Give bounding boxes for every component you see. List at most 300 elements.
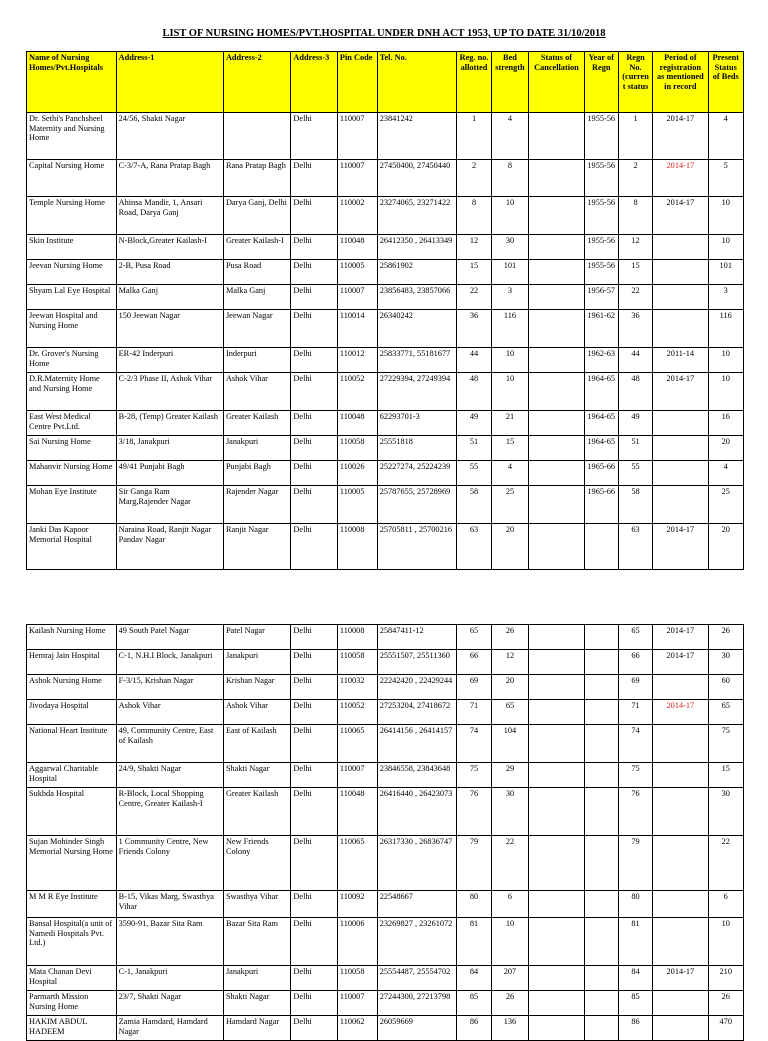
- cell-pin: 110048: [337, 411, 377, 436]
- cell-a3: Delhi: [291, 725, 337, 763]
- cell-a2: [223, 113, 290, 160]
- cell-tel: 22548667: [377, 891, 457, 918]
- cell-status: [529, 675, 584, 700]
- cell-present: 101: [708, 260, 744, 285]
- cell-a1: F-3/15, Krishan Nagar: [116, 675, 223, 700]
- cell-beds: 4: [491, 461, 529, 486]
- cell-beds: 21: [491, 411, 529, 436]
- cell-present: 3: [708, 285, 744, 310]
- cell-a2: Janakpuri: [223, 650, 290, 675]
- table-header-row: [27, 52, 744, 113]
- cell-period: [653, 285, 708, 310]
- cell-present: 6: [708, 891, 744, 918]
- table-row: [27, 725, 744, 763]
- cell-pin: 110058: [337, 436, 377, 461]
- cell-beds: 65: [491, 700, 529, 725]
- cell-a2: Darya Ganj, Delhi: [223, 197, 290, 235]
- table-row: [27, 486, 744, 524]
- cell-a2: Janakpuri: [223, 436, 290, 461]
- cell-reg: 22: [457, 285, 491, 310]
- cell-beds: 30: [491, 235, 529, 260]
- cell-present: 26: [708, 625, 744, 650]
- cell-period: 2014-17: [653, 625, 708, 650]
- cell-regn: 48: [618, 373, 652, 411]
- cell-a1: Zamia Hamdard, Hamdard Nagar: [116, 1016, 223, 1041]
- cell-pin: 110052: [337, 700, 377, 725]
- cell-name: Janki Das Kapoor Memorial Hospital: [27, 524, 117, 570]
- cell-status: [529, 836, 584, 891]
- header-reg-no: Reg. no. allotted: [457, 52, 491, 113]
- header-present-beds: Present Status of Beds: [708, 52, 744, 113]
- cell-a1: B-28, (Temp) Greater Kailash: [116, 411, 223, 436]
- cell-tel: 23841242: [377, 113, 457, 160]
- cell-beds: 10: [491, 918, 529, 966]
- cell-period: 2014-17: [653, 373, 708, 411]
- cell-reg: 79: [457, 836, 491, 891]
- cell-period: [653, 918, 708, 966]
- cell-reg: 65: [457, 625, 491, 650]
- cell-a2: Ashok Vihar: [223, 373, 290, 411]
- cell-period: 2011-14: [653, 348, 708, 373]
- cell-pin: 110026: [337, 461, 377, 486]
- table-row: [27, 625, 744, 650]
- cell-reg: 51: [457, 436, 491, 461]
- cell-a2: Shakti Nagar: [223, 991, 290, 1016]
- cell-present: 75: [708, 725, 744, 763]
- cell-period: [653, 235, 708, 260]
- cell-a2: Greater Kailash: [223, 411, 290, 436]
- table-row: [27, 436, 744, 461]
- table-row: [27, 373, 744, 411]
- cell-pin: 110007: [337, 763, 377, 788]
- cell-name: Skin Institute: [27, 235, 117, 260]
- cell-a2: New Friends Colony: [223, 836, 290, 891]
- table-row: [27, 1016, 744, 1041]
- cell-name: Jeevan Nursing Home: [27, 260, 117, 285]
- cell-a1: 49, Community Centre, East of Kailash: [116, 725, 223, 763]
- header-name: Name of Nursing Homes/Pvt.Hospitals: [27, 52, 117, 113]
- cell-present: 10: [708, 235, 744, 260]
- cell-reg: 71: [457, 700, 491, 725]
- nursing-homes-table-page-1: [26, 51, 744, 570]
- cell-a2: Ranjit Nagar: [223, 524, 290, 570]
- cell-regn: 84: [618, 966, 652, 991]
- cell-name: Bansal Hospital(a unit of Namedi Hospitals Pvt. Ltd.): [27, 918, 117, 966]
- cell-status: [529, 700, 584, 725]
- cell-status: [529, 763, 584, 788]
- cell-a3: Delhi: [291, 411, 337, 436]
- cell-period: [653, 436, 708, 461]
- table-row: [27, 197, 744, 235]
- cell-status: [529, 918, 584, 966]
- cell-regn: 76: [618, 788, 652, 836]
- cell-tel: 27253204, 27418672: [377, 700, 457, 725]
- cell-a2: Malka Ganj: [223, 285, 290, 310]
- cell-beds: 136: [491, 1016, 529, 1041]
- cell-tel: 25787655, 25728969: [377, 486, 457, 524]
- cell-a2: Janakpuri: [223, 966, 290, 991]
- cell-beds: 26: [491, 625, 529, 650]
- table-row: [27, 650, 744, 675]
- cell-beds: 25: [491, 486, 529, 524]
- cell-reg: 49: [457, 411, 491, 436]
- cell-regn: 22: [618, 285, 652, 310]
- cell-regn: 80: [618, 891, 652, 918]
- cell-beds: 26: [491, 991, 529, 1016]
- cell-pin: 110007: [337, 285, 377, 310]
- header-address-3: Address-3: [291, 52, 337, 113]
- cell-period: [653, 461, 708, 486]
- cell-tel: 25847411-12: [377, 625, 457, 650]
- cell-name: Dr. Sethi's Panchsheel Maternity and Nursing Home: [27, 113, 117, 160]
- cell-beds: 116: [491, 310, 529, 348]
- table-row: [27, 991, 744, 1016]
- cell-pin: 110052: [337, 373, 377, 411]
- cell-status: [529, 160, 584, 197]
- cell-reg: 66: [457, 650, 491, 675]
- cell-a3: Delhi: [291, 486, 337, 524]
- page-title: LIST OF NURSING HOMES/PVT.HOSPITAL UNDER DNH ACT 1953, UP TO DATE 31/10/2018: [162, 28, 606, 39]
- cell-regn: 71: [618, 700, 652, 725]
- cell-a1: 3/18, Janakpuri: [116, 436, 223, 461]
- cell-a3: Delhi: [291, 260, 337, 285]
- cell-reg: 80: [457, 891, 491, 918]
- cell-beds: 6: [491, 891, 529, 918]
- cell-regn: 66: [618, 650, 652, 675]
- cell-period: 2014-17: [653, 650, 708, 675]
- cell-a1: C-1, N.H.I Block, Janakpuri: [116, 650, 223, 675]
- cell-present: 22: [708, 836, 744, 891]
- cell-a1: N-Block,Greater Kailash-I: [116, 235, 223, 260]
- cell-status: [529, 285, 584, 310]
- cell-tel: 22242420 , 22429244: [377, 675, 457, 700]
- cell-year: [584, 966, 618, 991]
- cell-beds: 20: [491, 524, 529, 570]
- cell-status: [529, 625, 584, 650]
- cell-present: 16: [708, 411, 744, 436]
- cell-a3: Delhi: [291, 310, 337, 348]
- cell-a3: Delhi: [291, 524, 337, 570]
- cell-a1: B-15, Vikas Marg, Swasthya Vihar: [116, 891, 223, 918]
- cell-regn: 51: [618, 436, 652, 461]
- cell-name: Mata Chanan Devi Hospital: [27, 966, 117, 991]
- cell-beds: 4: [491, 113, 529, 160]
- cell-beds: 101: [491, 260, 529, 285]
- cell-present: 30: [708, 788, 744, 836]
- cell-regn: 2: [618, 160, 652, 197]
- cell-period: [653, 411, 708, 436]
- cell-pin: 110007: [337, 113, 377, 160]
- cell-pin: 110065: [337, 836, 377, 891]
- table-row: [27, 461, 744, 486]
- cell-beds: 207: [491, 966, 529, 991]
- table-row: [27, 235, 744, 260]
- cell-tel: 23274065, 23271422: [377, 197, 457, 235]
- cell-a1: 24/9, Shakti Nagar: [116, 763, 223, 788]
- cell-reg: 63: [457, 524, 491, 570]
- cell-year: 1955-56: [584, 197, 618, 235]
- cell-reg: 55: [457, 461, 491, 486]
- cell-tel: 23269827 , 23261072: [377, 918, 457, 966]
- cell-a1: 49 South Patel Nagar: [116, 625, 223, 650]
- cell-period: 2014-17: [653, 160, 708, 197]
- cell-a1: R-Block, Local Shopping Centre, Greater Kailash-I: [116, 788, 223, 836]
- cell-a2: Rana Pratap Bagh: [223, 160, 290, 197]
- cell-tel: 27450400, 27450440: [377, 160, 457, 197]
- cell-reg: 8: [457, 197, 491, 235]
- cell-year: 1955-56: [584, 260, 618, 285]
- cell-reg: 2: [457, 160, 491, 197]
- cell-name: Ashok Nursing Home: [27, 675, 117, 700]
- cell-name: National Heart Institute: [27, 725, 117, 763]
- cell-tel: 62293701-3: [377, 411, 457, 436]
- cell-tel: 25551507, 25511360: [377, 650, 457, 675]
- cell-a3: Delhi: [291, 113, 337, 160]
- cell-present: 20: [708, 436, 744, 461]
- cell-pin: 110007: [337, 160, 377, 197]
- cell-status: [529, 436, 584, 461]
- cell-pin: 110002: [337, 197, 377, 235]
- cell-a1: 3590-91, Bazar Sita Ram: [116, 918, 223, 966]
- cell-period: [653, 991, 708, 1016]
- cell-reg: 86: [457, 1016, 491, 1041]
- cell-status: [529, 966, 584, 991]
- cell-period: 2014-17: [653, 197, 708, 235]
- cell-beds: 8: [491, 160, 529, 197]
- cell-period: [653, 891, 708, 918]
- cell-year: [584, 991, 618, 1016]
- cell-name: D.R.Maternity Home and Nursing Home: [27, 373, 117, 411]
- cell-beds: 30: [491, 788, 529, 836]
- cell-year: 1964-65: [584, 411, 618, 436]
- cell-a1: 1 Community Centre, New Friends Colony: [116, 836, 223, 891]
- cell-name: Aggarwal Charitable Hospital: [27, 763, 117, 788]
- cell-reg: 44: [457, 348, 491, 373]
- table-row: [27, 836, 744, 891]
- cell-pin: 110008: [337, 625, 377, 650]
- cell-period: [653, 836, 708, 891]
- cell-regn: 8: [618, 197, 652, 235]
- cell-status: [529, 310, 584, 348]
- cell-name: Kailash Nursing Home: [27, 625, 117, 650]
- cell-a3: Delhi: [291, 373, 337, 411]
- cell-reg: 12: [457, 235, 491, 260]
- cell-name: Temple Nursing Home: [27, 197, 117, 235]
- cell-name: Shyam Lal Eye Hospital: [27, 285, 117, 310]
- cell-reg: 85: [457, 991, 491, 1016]
- cell-present: 210: [708, 966, 744, 991]
- cell-a2: Krishan Nagar: [223, 675, 290, 700]
- cell-beds: 10: [491, 197, 529, 235]
- cell-reg: 81: [457, 918, 491, 966]
- cell-tel: 26414156 , 26414157: [377, 725, 457, 763]
- nursing-homes-table-page-2: [26, 624, 744, 1041]
- cell-a3: Delhi: [291, 160, 337, 197]
- cell-reg: 58: [457, 486, 491, 524]
- cell-a2: East of Kailash: [223, 725, 290, 763]
- cell-year: [584, 788, 618, 836]
- cell-year: [584, 763, 618, 788]
- cell-period: [653, 788, 708, 836]
- cell-regn: 12: [618, 235, 652, 260]
- cell-a1: 49/41 Punjabi Bagh: [116, 461, 223, 486]
- cell-status: [529, 235, 584, 260]
- cell-tel: 27244300, 27213798: [377, 991, 457, 1016]
- cell-pin: 110005: [337, 486, 377, 524]
- cell-beds: 20: [491, 675, 529, 700]
- cell-pin: 110006: [337, 918, 377, 966]
- cell-a2: Ashok Vihar: [223, 700, 290, 725]
- cell-period: [653, 763, 708, 788]
- cell-a3: Delhi: [291, 235, 337, 260]
- cell-year: [584, 700, 618, 725]
- cell-year: 1961-62: [584, 310, 618, 348]
- header-address-2: Address-2: [223, 52, 290, 113]
- cell-beds: 10: [491, 373, 529, 411]
- cell-period: 2014-17: [653, 966, 708, 991]
- cell-year: 1964-65: [584, 373, 618, 411]
- cell-status: [529, 788, 584, 836]
- cell-year: [584, 675, 618, 700]
- header-regn-no: Regn No. (current status: [618, 52, 652, 113]
- cell-name: Jeewan Hospital and Nursing Home: [27, 310, 117, 348]
- cell-regn: 74: [618, 725, 652, 763]
- cell-a2: Bazar Sita Ram: [223, 918, 290, 966]
- cell-a3: Delhi: [291, 436, 337, 461]
- cell-a2: Punjabi Bagh: [223, 461, 290, 486]
- cell-a3: Delhi: [291, 650, 337, 675]
- cell-regn: 55: [618, 461, 652, 486]
- cell-year: 1962-63: [584, 348, 618, 373]
- table-row: [27, 348, 744, 373]
- cell-regn: 1: [618, 113, 652, 160]
- cell-tel: 26416440 , 26423073: [377, 788, 457, 836]
- cell-a3: Delhi: [291, 700, 337, 725]
- cell-a1: C-2/3 Phase II, Ashok Vihar: [116, 373, 223, 411]
- cell-a3: Delhi: [291, 763, 337, 788]
- cell-period: [653, 260, 708, 285]
- header-tel-no: Tel. No.: [377, 52, 457, 113]
- cell-present: 26: [708, 991, 744, 1016]
- cell-regn: 36: [618, 310, 652, 348]
- cell-pin: 110092: [337, 891, 377, 918]
- cell-regn: 58: [618, 486, 652, 524]
- cell-present: 470: [708, 1016, 744, 1041]
- cell-tel: 25551818: [377, 436, 457, 461]
- cell-a3: Delhi: [291, 285, 337, 310]
- cell-beds: 29: [491, 763, 529, 788]
- cell-present: 15: [708, 763, 744, 788]
- table-row: [27, 411, 744, 436]
- cell-a2: Rajender Nagar: [223, 486, 290, 524]
- cell-year: [584, 725, 618, 763]
- cell-tel: 23856483, 23857066: [377, 285, 457, 310]
- cell-a3: Delhi: [291, 991, 337, 1016]
- cell-present: 25: [708, 486, 744, 524]
- cell-year: 1965-66: [584, 461, 618, 486]
- cell-regn: 69: [618, 675, 652, 700]
- cell-a2: Hamdard Nagar: [223, 1016, 290, 1041]
- cell-period: [653, 1016, 708, 1041]
- cell-present: 10: [708, 918, 744, 966]
- cell-status: [529, 461, 584, 486]
- cell-a1: Malka Ganj: [116, 285, 223, 310]
- cell-tel: 26340242: [377, 310, 457, 348]
- cell-reg: 84: [457, 966, 491, 991]
- cell-present: 4: [708, 461, 744, 486]
- cell-year: 1956-57: [584, 285, 618, 310]
- cell-status: [529, 260, 584, 285]
- header-pin-code: Pin Code: [337, 52, 377, 113]
- cell-year: 1965-66: [584, 486, 618, 524]
- cell-status: [529, 1016, 584, 1041]
- cell-a1: Sir Ganga Ram Marg,Rajender Nagar: [116, 486, 223, 524]
- cell-a1: 24/56, Shakti Nagar: [116, 113, 223, 160]
- cell-pin: 110062: [337, 1016, 377, 1041]
- cell-status: [529, 725, 584, 763]
- table-row: [27, 310, 744, 348]
- cell-year: [584, 836, 618, 891]
- cell-beds: 104: [491, 725, 529, 763]
- cell-regn: 79: [618, 836, 652, 891]
- cell-tel: 23846558, 23843648: [377, 763, 457, 788]
- cell-present: 4: [708, 113, 744, 160]
- cell-a3: Delhi: [291, 836, 337, 891]
- cell-name: M M R Eye Institute: [27, 891, 117, 918]
- cell-period: [653, 310, 708, 348]
- cell-tel: 27229394, 27249394: [377, 373, 457, 411]
- cell-regn: 75: [618, 763, 652, 788]
- header-year-regn: Year of Regn: [584, 52, 618, 113]
- cell-a1: C-1, Janakpuri: [116, 966, 223, 991]
- cell-pin: 110032: [337, 675, 377, 700]
- cell-reg: 74: [457, 725, 491, 763]
- cell-a1: 150 Jeewan Nagar: [116, 310, 223, 348]
- cell-a2: Shakti Nagar: [223, 763, 290, 788]
- cell-regn: 81: [618, 918, 652, 966]
- cell-name: Parmarth Mission Nursing Home: [27, 991, 117, 1016]
- cell-present: 116: [708, 310, 744, 348]
- cell-a3: Delhi: [291, 966, 337, 991]
- cell-period: [653, 675, 708, 700]
- cell-year: [584, 650, 618, 675]
- cell-year: [584, 918, 618, 966]
- cell-tel: 25705811 , 25700216: [377, 524, 457, 570]
- cell-year: 1964-65: [584, 436, 618, 461]
- cell-a2: Jeewan Nagar: [223, 310, 290, 348]
- cell-a2: Greater Kailash-I: [223, 235, 290, 260]
- cell-present: 65: [708, 700, 744, 725]
- cell-name: Mahanvir Nursing Home: [27, 461, 117, 486]
- table-row: [27, 160, 744, 197]
- cell-a3: Delhi: [291, 1016, 337, 1041]
- cell-year: 1955-56: [584, 113, 618, 160]
- cell-a1: C-3/7-A, Rana Pratap Bagh: [116, 160, 223, 197]
- cell-a3: Delhi: [291, 788, 337, 836]
- cell-beds: 15: [491, 436, 529, 461]
- cell-reg: 15: [457, 260, 491, 285]
- cell-name: Jivodaya Hospital: [27, 700, 117, 725]
- cell-regn: 86: [618, 1016, 652, 1041]
- cell-name: Dr. Grover's Nursing Home: [27, 348, 117, 373]
- cell-pin: 110007: [337, 991, 377, 1016]
- cell-a3: Delhi: [291, 348, 337, 373]
- cell-beds: 3: [491, 285, 529, 310]
- cell-year: [584, 524, 618, 570]
- table-row: [27, 285, 744, 310]
- table-row: [27, 763, 744, 788]
- cell-year: [584, 1016, 618, 1041]
